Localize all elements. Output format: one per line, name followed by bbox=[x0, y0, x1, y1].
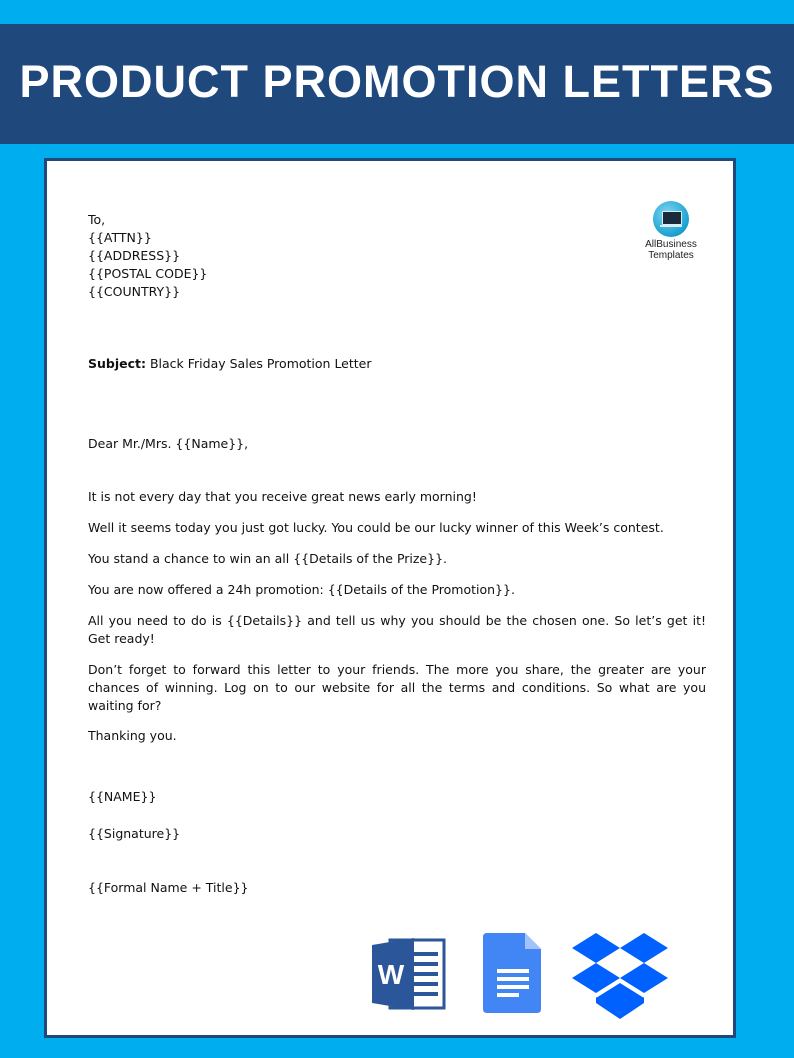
word-letter: W bbox=[377, 959, 405, 990]
logo-line-1: AllBusiness bbox=[645, 239, 697, 250]
subject-text: Black Friday Sales Promotion Letter bbox=[146, 356, 372, 371]
sender-signature: {{Signature}} bbox=[88, 826, 181, 841]
letter-document bbox=[44, 158, 736, 1038]
logo-line-2: Templates bbox=[648, 250, 694, 261]
address-country: {{COUNTRY}} bbox=[88, 284, 181, 299]
google-docs-icon[interactable] bbox=[483, 933, 543, 1013]
sender-formal-name: {{Formal Name + Title}} bbox=[88, 880, 249, 895]
page-title: PRODUCT PROMOTION LETTERS bbox=[19, 56, 775, 107]
subject-line bbox=[88, 355, 706, 373]
paragraph-3: You stand a chance to win an all {{Details of the Prize}}. bbox=[88, 551, 448, 566]
paragraph-4: You are now offered a 24h promotion: {{Details of the Promotion}}. bbox=[88, 582, 515, 597]
address-address: {{ADDRESS}} bbox=[88, 248, 181, 263]
paragraph-1: It is not every day that you receive great news early morning! bbox=[88, 489, 477, 504]
word-icon[interactable] bbox=[372, 938, 446, 1010]
address-attn: {{ATTN}} bbox=[88, 230, 152, 245]
letter-body bbox=[88, 211, 706, 897]
closing-thanks: Thanking you. bbox=[88, 728, 177, 743]
title-banner bbox=[0, 24, 794, 144]
subject-label: Subject: bbox=[88, 356, 146, 371]
app-icons bbox=[372, 933, 672, 1023]
paragraph-6: Don’t forget to forward this letter to your friends. The more you share, the greater are your chances of winning. Log on to our website for all the terms and conditions. So what are you waiting for? bbox=[88, 662, 706, 713]
top-strip bbox=[0, 0, 794, 24]
to-line: To, bbox=[88, 212, 106, 227]
dropbox-icon[interactable] bbox=[572, 933, 668, 1021]
paragraph-2: Well it seems today you just got lucky. You could be our lucky winner of this Week’s contest. bbox=[88, 520, 664, 535]
paragraph-5: All you need to do is {{Details}} and tell us why you should be the chosen one. So let’s get it! Get ready! bbox=[88, 613, 706, 646]
sender-name: {{NAME}} bbox=[88, 789, 157, 804]
address-postal-code: {{POSTAL CODE}} bbox=[88, 266, 208, 281]
greeting: Dear Mr./Mrs. {{Name}}, bbox=[88, 436, 249, 451]
